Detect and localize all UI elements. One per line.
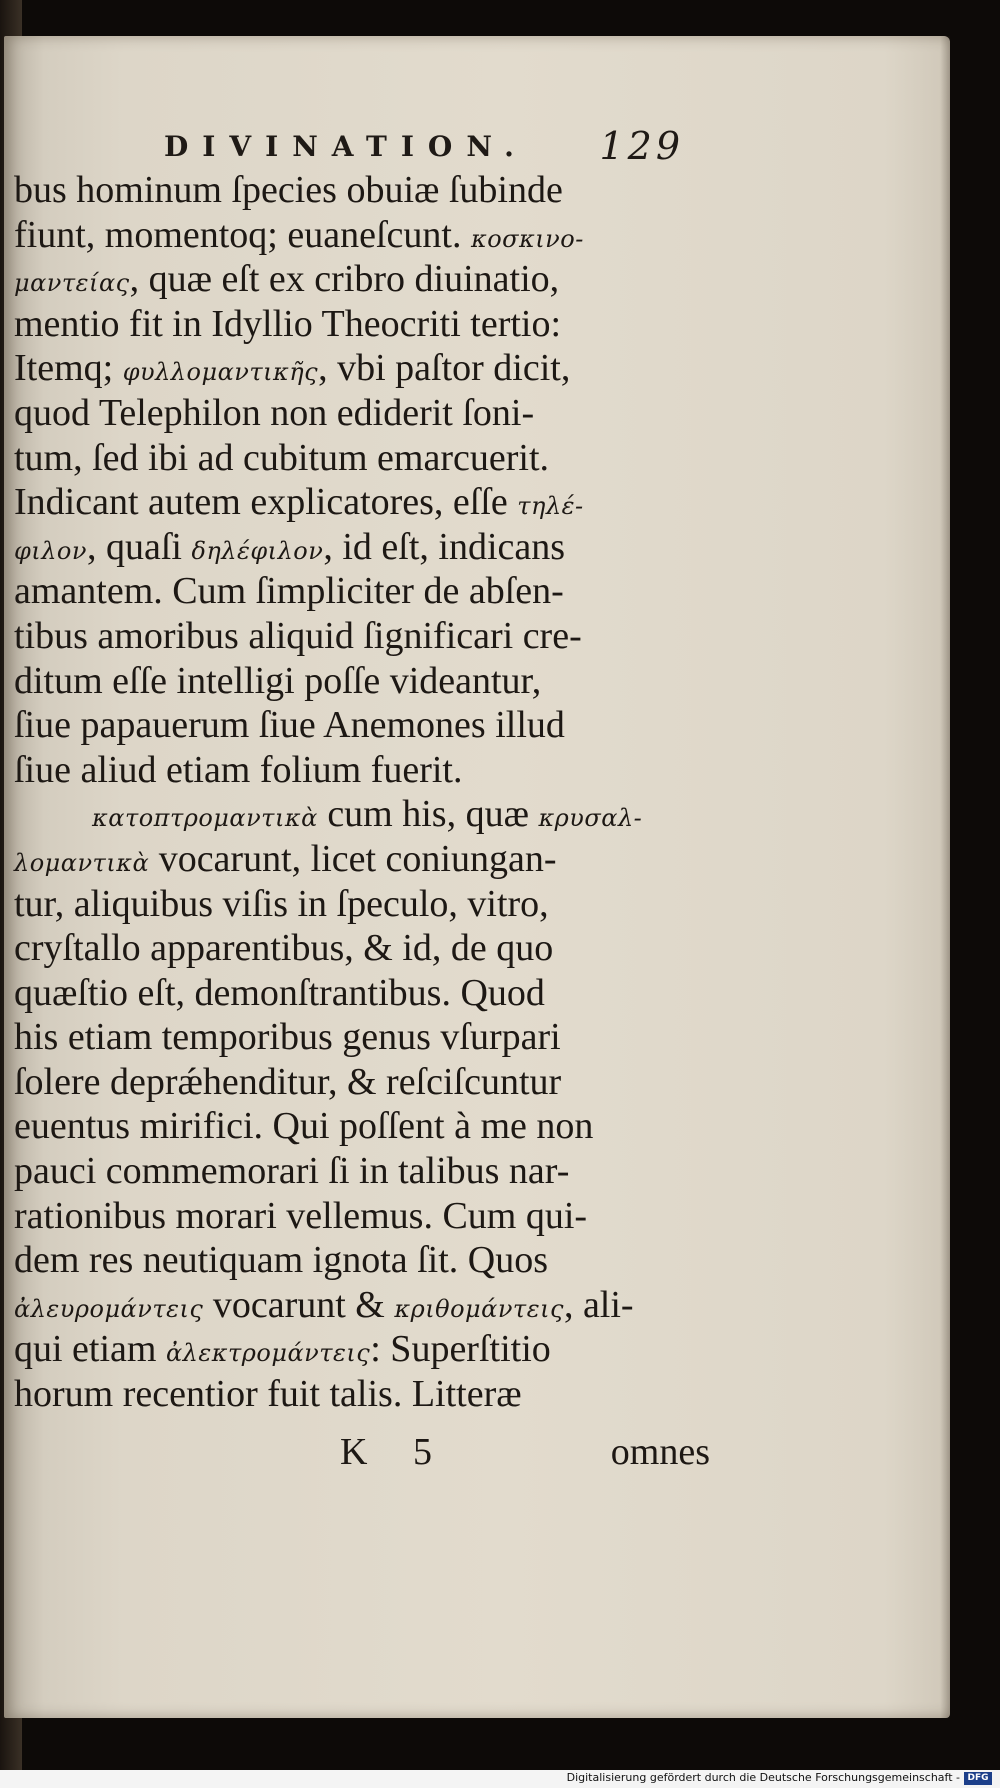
text-line — [14, 525, 704, 570]
latin-text: ſolere deprǽhenditur, & reſciſcuntur — [14, 1060, 562, 1103]
catchline — [340, 1430, 710, 1480]
greek-term: κατοπτρομαντικὰ — [92, 804, 318, 833]
latin-text: rationibus morari vellemus. Cum qui- — [14, 1194, 588, 1237]
text-line — [14, 792, 704, 837]
footer-credit: Digitalisierung gefördert durch die Deutsche Forschungsgemeinschaft - — [566, 1771, 960, 1784]
text-line — [14, 882, 704, 927]
greek-term: τηλέ- — [517, 492, 584, 521]
text-line — [14, 480, 704, 525]
latin-text: tibus amoribus aliquid ſignificari cre- — [14, 614, 582, 657]
digitization-footer — [0, 1770, 1000, 1788]
text-line — [14, 1238, 704, 1283]
text-line — [14, 1060, 704, 1105]
text-line — [14, 614, 704, 659]
latin-text: , id eſt, indicans — [323, 525, 566, 568]
latin-text: quod Telephilon non ediderit ſoni- — [14, 391, 535, 434]
text-line — [14, 302, 704, 347]
latin-text: fiunt, momentoq; euaneſcunt. — [14, 213, 471, 256]
text-line — [14, 926, 704, 971]
latin-text: ſiue aliud etiam folium fuerit. — [14, 748, 463, 791]
latin-text: tur, aliquibus viſis in ſpeculo, vitro, — [14, 882, 549, 925]
greek-term: λομαντικὰ — [14, 848, 150, 877]
greek-term: κριθομάντεις — [394, 1294, 564, 1323]
text-line — [14, 257, 704, 302]
text-line — [14, 837, 704, 882]
greek-term: ἀλευρομάντεις — [14, 1294, 204, 1323]
text-line — [14, 436, 704, 481]
latin-text: mentio fit in Idyllio Theocriti tertio: — [14, 302, 562, 345]
latin-text: his etiam temporibus genus vſurpari — [14, 1016, 561, 1059]
latin-text: amantem. Cum ſimpliciter de abſen- — [14, 570, 564, 613]
text-line — [14, 213, 704, 258]
text-line — [14, 569, 704, 614]
latin-text: vocarunt, licet coniungan- — [149, 837, 557, 880]
text-line — [14, 1149, 704, 1194]
running-head — [164, 124, 684, 174]
text-line — [14, 1327, 704, 1372]
greek-term: φυλλομαντικῆς — [122, 358, 319, 387]
latin-text: dem res neutiquam ignota ſit. Quos — [14, 1239, 549, 1282]
text-line — [14, 1015, 704, 1060]
latin-text: : Superſtitio — [370, 1328, 551, 1371]
text-line — [14, 659, 704, 704]
latin-text: ditum eſſe intelligi poſſe videantur, — [14, 659, 542, 702]
text-line — [14, 391, 704, 436]
latin-text: , vbi paſtor dicit, — [318, 347, 571, 390]
greek-term: δηλέφιλον — [191, 536, 324, 565]
text-line — [14, 1372, 704, 1417]
greek-term: κρυσαλ- — [538, 804, 643, 833]
text-line — [14, 971, 704, 1016]
latin-text: ſiue papauerum ſiue Anemones illud — [14, 704, 565, 747]
text-line — [14, 168, 704, 213]
latin-text: , ali- — [563, 1283, 634, 1326]
latin-text: Indicant autem explicatores, eſſe — [14, 481, 518, 524]
greek-term: φιλον — [14, 536, 87, 565]
catchword: omnes — [610, 1431, 710, 1473]
text-line — [14, 703, 704, 748]
latin-text: vocarunt & — [203, 1283, 395, 1326]
text-line — [14, 346, 704, 391]
signature-mark: K 5 — [340, 1431, 450, 1473]
latin-text: , quæ eſt ex cribro diuinatio, — [129, 258, 560, 301]
latin-text: , quaſi — [86, 525, 192, 568]
greek-term: κοσκινο- — [470, 224, 584, 253]
body-text — [14, 168, 704, 1417]
text-line — [14, 1104, 704, 1149]
greek-term: μαντείας — [14, 269, 130, 298]
dfg-logo: DFG — [964, 1772, 992, 1785]
latin-text: qui etiam — [14, 1328, 166, 1371]
latin-text: quæſtio eſt, demonſtrantibus. Quod — [14, 971, 545, 1014]
latin-text: cryſtallo apparentibus, & id, de quo — [14, 927, 554, 970]
page-number: 129 — [599, 124, 684, 168]
latin-text: pauci commemorari ſi in talibus nar- — [14, 1150, 570, 1193]
text-line — [14, 1194, 704, 1239]
text-line — [14, 748, 704, 793]
latin-text: tum, ſed ibi ad cubitum emarcuerit. — [14, 436, 550, 479]
latin-text: bus hominum ſpecies obuiæ ſubinde — [14, 169, 563, 211]
text-line — [14, 1283, 704, 1328]
greek-term: ἀλεκτρομάντεις — [165, 1339, 371, 1368]
latin-text: cum his, quæ — [317, 793, 539, 836]
latin-text: horum recentior fuit talis. Litteræ — [14, 1373, 522, 1416]
latin-text: Itemq; — [14, 347, 123, 390]
running-head-title: DIVINATION. — [164, 130, 528, 163]
latin-text: euentus mirifici. Qui poſſent à me non — [14, 1105, 594, 1148]
book-page — [4, 36, 950, 1718]
